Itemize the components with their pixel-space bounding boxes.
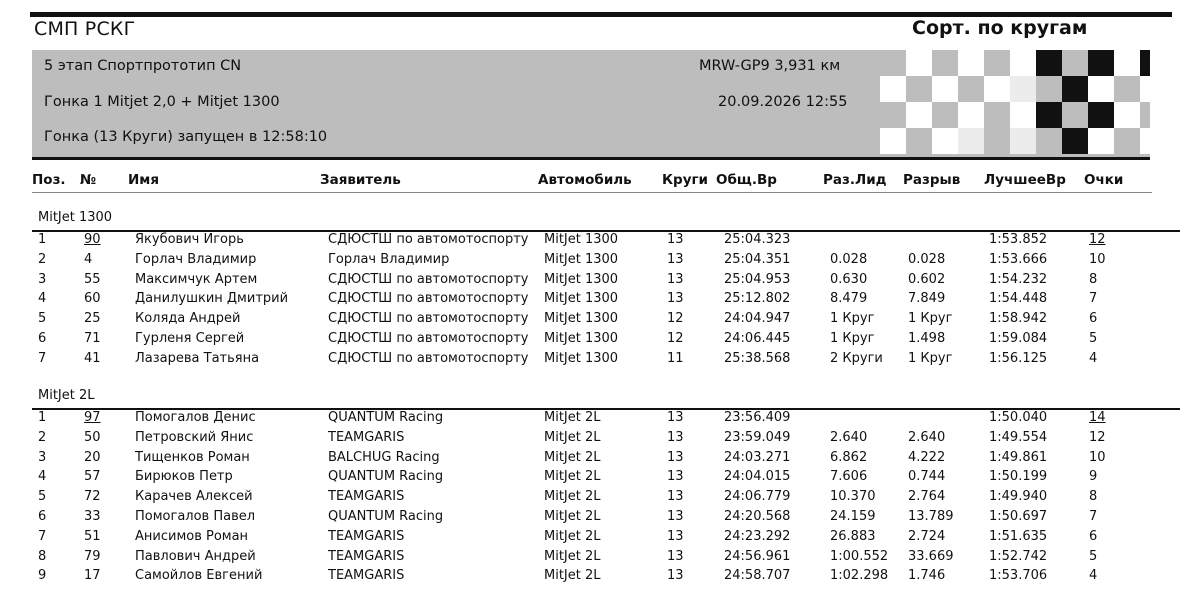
flag-square <box>1114 50 1140 76</box>
cell-team: TEAMGARIS <box>328 429 405 445</box>
flag-square <box>1140 50 1150 76</box>
event-name: 5 этап Спортпрототип CN <box>44 58 242 74</box>
cell-car: MitJet 2L <box>544 429 601 445</box>
cell-best: 1:59.084 <box>989 331 1048 346</box>
flag-square <box>854 76 880 102</box>
cell-gap: 0.028 <box>908 251 946 267</box>
flag-square <box>932 102 958 128</box>
cell-name: Гурленя Сергей <box>135 331 245 346</box>
cell-pts: 4 <box>1089 568 1098 584</box>
cell-total: 25:38.568 <box>724 350 791 366</box>
cell-laps: 13 <box>667 429 684 445</box>
cell-name: Данилушкин Дмитрий <box>135 291 289 307</box>
cell-pts: 9 <box>1089 469 1098 485</box>
cell-total: 24:56.961 <box>724 548 791 564</box>
col-car: Автомобиль <box>538 172 632 188</box>
cell-no: 4 <box>84 251 93 267</box>
table-row <box>0 529 1195 549</box>
cell-pts: 6 <box>1089 528 1098 544</box>
cell-car: MitJet 1300 <box>544 331 619 346</box>
cell-lead: 24.159 <box>830 509 876 524</box>
cell-gap: 33.669 <box>908 548 954 564</box>
flag-square <box>1036 50 1062 76</box>
cell-car: MitJet 2L <box>544 509 601 524</box>
cell-team: СДЮСТШ по автомотоспорту <box>328 311 529 327</box>
cell-best: 1:50.040 <box>989 410 1048 425</box>
cell-gap: 2.724 <box>908 528 946 544</box>
cell-laps: 11 <box>667 350 684 366</box>
flag-square <box>958 76 984 102</box>
cell-car: MitJet 2L <box>544 410 601 425</box>
flag-square <box>1088 76 1114 102</box>
cell-laps: 13 <box>667 232 684 247</box>
flag-square <box>958 128 984 154</box>
cell-pos: 1 <box>38 232 47 247</box>
event-banner <box>32 50 1150 160</box>
cell-no: 20 <box>84 449 101 465</box>
cell-gap: 1 Круг <box>908 350 953 366</box>
cell-team: СДЮСТШ по автомотоспорту <box>328 350 529 366</box>
cell-pts: 7 <box>1089 509 1098 524</box>
cell-no: 72 <box>84 489 101 505</box>
col-pos: Поз. <box>32 172 66 188</box>
cell-car: MitJet 2L <box>544 568 601 584</box>
cell-best: 1:53.666 <box>989 251 1048 267</box>
cell-best: 1:49.554 <box>989 429 1048 445</box>
cell-pos: 3 <box>38 271 47 287</box>
flag-square <box>1062 128 1088 154</box>
flag-square <box>1140 128 1150 154</box>
table-row <box>0 232 1195 252</box>
cell-total: 25:04.323 <box>724 232 791 247</box>
cell-car: MitJet 1300 <box>544 271 619 287</box>
cell-best: 1:52.742 <box>989 548 1048 564</box>
cell-no: 60 <box>84 291 101 307</box>
cell-name: Бирюков Петр <box>135 469 233 485</box>
flag-square <box>906 128 932 154</box>
flag-square <box>906 102 932 128</box>
cell-name: Горлач Владимир <box>135 251 257 267</box>
flag-square <box>1036 128 1062 154</box>
col-laps: Круги <box>662 172 709 188</box>
cell-lead: 6.862 <box>830 449 868 465</box>
cell-team: QUANTUM Racing <box>328 410 444 425</box>
col-gap: Разрыв <box>903 172 961 188</box>
flag-square <box>958 102 984 128</box>
flag-square <box>1140 76 1150 102</box>
table-row <box>0 410 1195 430</box>
cell-team: QUANTUM Racing <box>328 469 444 485</box>
cell-name: Павлович Андрей <box>135 548 256 564</box>
cell-gap: 4.222 <box>908 449 946 465</box>
cell-team: TEAMGARIS <box>328 568 405 584</box>
cell-best: 1:53.852 <box>989 232 1048 247</box>
cell-laps: 13 <box>667 568 684 584</box>
flag-square <box>1088 128 1114 154</box>
cell-best: 1:49.940 <box>989 489 1048 505</box>
cell-name: Помогалов Денис <box>135 410 256 425</box>
cell-pos: 1 <box>38 410 47 425</box>
cell-total: 24:06.779 <box>724 489 791 505</box>
cell-pos: 6 <box>38 331 47 346</box>
flag-square <box>932 128 958 154</box>
cell-lead: 10.370 <box>830 489 876 505</box>
flag-square <box>828 76 854 102</box>
flag-square <box>1010 50 1036 76</box>
cell-pts: 8 <box>1089 489 1098 505</box>
cell-no: 17 <box>84 568 101 584</box>
cell-total: 24:20.568 <box>724 509 791 524</box>
cell-gap: 1.498 <box>908 331 946 346</box>
flag-square <box>854 50 880 76</box>
flag-square <box>984 128 1010 154</box>
cell-car: MitJet 1300 <box>544 291 619 307</box>
cell-car: MitJet 1300 <box>544 251 619 267</box>
cell-total: 23:56.409 <box>724 410 791 425</box>
cell-gap: 0.602 <box>908 271 946 287</box>
cell-best: 1:50.199 <box>989 469 1048 485</box>
organizer-title: СМП РСКГ <box>34 18 136 40</box>
flag-square <box>828 50 854 76</box>
cell-team: TEAMGARIS <box>328 548 405 564</box>
cell-total: 24:04.015 <box>724 469 791 485</box>
cell-name: Якубович Игорь <box>135 232 244 247</box>
cell-team: BALCHUG Racing <box>328 449 440 465</box>
cell-team: СДЮСТШ по автомотоспорту <box>328 331 529 346</box>
cell-pts: 10 <box>1089 449 1106 465</box>
cell-name: Петровский Янис <box>135 429 254 445</box>
cell-lead: 8.479 <box>830 291 868 307</box>
flag-square <box>984 76 1010 102</box>
cell-best: 1:49.861 <box>989 449 1048 465</box>
flag-square <box>958 50 984 76</box>
cell-pts: 10 <box>1089 251 1106 267</box>
flag-square <box>880 102 906 128</box>
cell-laps: 13 <box>667 469 684 485</box>
flag-square <box>932 50 958 76</box>
header-rule <box>32 192 1152 193</box>
table-row <box>0 311 1195 331</box>
flag-square <box>880 76 906 102</box>
table-row <box>0 272 1195 292</box>
cell-laps: 13 <box>667 548 684 564</box>
col-name: Имя <box>128 172 160 188</box>
flag-square <box>1140 102 1150 128</box>
cell-name: Помогалов Павел <box>135 509 256 524</box>
cell-pos: 7 <box>38 528 47 544</box>
cell-best: 1:54.448 <box>989 291 1048 307</box>
cell-gap: 7.849 <box>908 291 946 307</box>
cell-pts: 5 <box>1089 548 1098 564</box>
cell-team: СДЮСТШ по автомотоспорту <box>328 232 529 247</box>
cell-no: 97 <box>84 410 101 425</box>
cell-laps: 13 <box>667 410 684 425</box>
cell-car: MitJet 2L <box>544 449 601 465</box>
cell-pos: 6 <box>38 509 47 524</box>
cell-car: MitJet 2L <box>544 469 601 485</box>
cell-car: MitJet 2L <box>544 548 601 564</box>
cell-pos: 7 <box>38 350 47 366</box>
cell-name: Самойлов Евгений <box>135 568 263 584</box>
cell-laps: 13 <box>667 528 684 544</box>
cell-gap: 1.746 <box>908 568 946 584</box>
flag-square <box>854 102 880 128</box>
cell-lead: 0.028 <box>830 251 868 267</box>
cell-no: 90 <box>84 232 101 247</box>
table-row <box>0 252 1195 272</box>
cell-best: 1:58.942 <box>989 311 1048 327</box>
cell-pts: 7 <box>1089 291 1098 307</box>
cell-car: MitJet 1300 <box>544 232 619 247</box>
cell-laps: 13 <box>667 271 684 287</box>
track-name: MRW-GP9 3,931 км <box>699 58 841 74</box>
cell-laps: 12 <box>667 311 684 327</box>
cell-total: 24:23.292 <box>724 528 791 544</box>
flag-square <box>1114 128 1140 154</box>
race-start: Гонка (13 Круги) запущен в 12:58:10 <box>44 129 328 145</box>
flag-square <box>1088 102 1114 128</box>
cell-no: 33 <box>84 509 101 524</box>
cell-name: Лазарева Татьяна <box>135 350 260 366</box>
flag-square <box>1114 76 1140 102</box>
cell-no: 71 <box>84 331 101 346</box>
cell-no: 25 <box>84 311 101 327</box>
race-name: Гонка 1 Mitjet 2,0 + Mitjet 1300 <box>44 94 280 110</box>
cell-no: 79 <box>84 548 101 564</box>
cell-best: 1:51.635 <box>989 528 1048 544</box>
table-row <box>0 291 1195 311</box>
cell-gap: 1 Круг <box>908 311 953 327</box>
cell-gap: 0.744 <box>908 469 946 485</box>
cell-laps: 13 <box>667 449 684 465</box>
cell-team: СДЮСТШ по автомотоспорту <box>328 271 529 287</box>
cell-pts: 4 <box>1089 350 1098 366</box>
cell-laps: 12 <box>667 331 684 346</box>
cell-laps: 13 <box>667 251 684 267</box>
flag-square <box>1010 76 1036 102</box>
table-row <box>0 568 1195 588</box>
cell-lead: 1:00.552 <box>830 548 889 564</box>
cell-name: Коляда Андрей <box>135 311 241 327</box>
cell-total: 24:04.947 <box>724 311 791 327</box>
cell-best: 1:54.232 <box>989 271 1048 287</box>
checkered-flag-icon <box>828 50 1150 157</box>
cell-lead: 1 Круг <box>830 331 875 346</box>
cell-laps: 13 <box>667 509 684 524</box>
flag-square <box>1036 102 1062 128</box>
flag-square <box>854 128 880 154</box>
flag-square <box>1088 50 1114 76</box>
cell-laps: 13 <box>667 489 684 505</box>
cell-lead: 2 Круги <box>830 350 883 366</box>
table-row <box>0 351 1195 371</box>
cell-pts: 12 <box>1089 429 1106 445</box>
cell-pos: 9 <box>38 568 47 584</box>
flag-square <box>1062 50 1088 76</box>
table-row <box>0 430 1195 450</box>
cell-name: Тищенков Роман <box>135 449 250 465</box>
flag-square <box>1036 76 1062 102</box>
cell-pts: 8 <box>1089 271 1098 287</box>
cell-no: 57 <box>84 469 101 485</box>
cell-total: 24:06.445 <box>724 331 791 346</box>
table-row <box>0 469 1195 489</box>
cell-no: 50 <box>84 429 101 445</box>
cell-pts: 6 <box>1089 311 1098 327</box>
cell-total: 24:03.271 <box>724 449 791 465</box>
cell-pos: 3 <box>38 449 47 465</box>
col-no: № <box>80 172 97 188</box>
cell-team: Горлач Владимир <box>328 251 450 267</box>
table-row <box>0 549 1195 569</box>
cell-best: 1:53.706 <box>989 568 1048 584</box>
cell-lead: 0.630 <box>830 271 868 287</box>
cell-pos: 8 <box>38 548 47 564</box>
sort-label: Сорт. по кругам <box>912 17 1088 39</box>
cell-gap: 2.764 <box>908 489 946 505</box>
cell-lead: 1 Круг <box>830 311 875 327</box>
cell-no: 51 <box>84 528 101 544</box>
cell-car: MitJet 2L <box>544 489 601 505</box>
cell-car: MitJet 2L <box>544 528 601 544</box>
cell-best: 1:50.697 <box>989 509 1048 524</box>
cell-team: TEAMGARIS <box>328 489 405 505</box>
cell-pts: 14 <box>1089 410 1106 425</box>
flag-square <box>880 128 906 154</box>
flag-square <box>932 76 958 102</box>
cell-pos: 2 <box>38 251 47 267</box>
cell-name: Карачев Алексей <box>135 489 253 505</box>
flag-square <box>880 50 906 76</box>
col-pts: Очки <box>1084 172 1124 188</box>
cell-car: MitJet 1300 <box>544 311 619 327</box>
cell-total: 25:12.802 <box>724 291 791 307</box>
cell-total: 25:04.953 <box>724 271 791 287</box>
cell-no: 55 <box>84 271 101 287</box>
class-title: MitJet 2L <box>38 388 95 403</box>
cell-no: 41 <box>84 350 101 366</box>
table-row <box>0 331 1195 351</box>
col-team: Заявитель <box>320 172 401 188</box>
cell-total: 23:59.049 <box>724 429 791 445</box>
cell-total: 25:04.351 <box>724 251 791 267</box>
flag-square <box>1010 102 1036 128</box>
cell-gap: 2.640 <box>908 429 946 445</box>
class-title: MitJet 1300 <box>38 210 113 225</box>
cell-team: TEAMGARIS <box>328 528 405 544</box>
cell-lead: 1:02.298 <box>830 568 889 584</box>
col-best: ЛучшееВр <box>984 172 1066 188</box>
cell-laps: 13 <box>667 291 684 307</box>
table-row <box>0 509 1195 529</box>
cell-team: QUANTUM Racing <box>328 509 444 524</box>
cell-pos: 4 <box>38 469 47 485</box>
cell-gap: 13.789 <box>908 509 954 524</box>
flag-square <box>906 50 932 76</box>
cell-lead: 2.640 <box>830 429 868 445</box>
flag-square <box>984 102 1010 128</box>
cell-lead: 26.883 <box>830 528 876 544</box>
flag-square <box>828 128 854 154</box>
flag-square <box>1114 102 1140 128</box>
col-lead: Раз.Лид <box>823 172 887 188</box>
flag-square <box>984 50 1010 76</box>
cell-pos: 2 <box>38 429 47 445</box>
cell-pts: 5 <box>1089 331 1098 346</box>
cell-total: 24:58.707 <box>724 568 791 584</box>
flag-square <box>1062 76 1088 102</box>
cell-pos: 5 <box>38 489 47 505</box>
cell-pos: 4 <box>38 291 47 307</box>
col-total: Общ.Вр <box>716 172 777 188</box>
flag-square <box>906 76 932 102</box>
table-row <box>0 450 1195 470</box>
flag-square <box>1010 128 1036 154</box>
cell-car: MitJet 1300 <box>544 350 619 366</box>
table-row <box>0 489 1195 509</box>
cell-team: СДЮСТШ по автомотоспорту <box>328 291 529 307</box>
cell-pos: 5 <box>38 311 47 327</box>
cell-best: 1:56.125 <box>989 350 1048 366</box>
cell-name: Анисимов Роман <box>135 528 249 544</box>
cell-lead: 7.606 <box>830 469 868 485</box>
flag-square <box>1062 102 1088 128</box>
cell-name: Максимчук Артем <box>135 271 258 287</box>
cell-pts: 12 <box>1089 232 1106 247</box>
flag-square <box>828 102 854 128</box>
race-datetime: 20.09.2026 12:55 <box>718 94 848 110</box>
